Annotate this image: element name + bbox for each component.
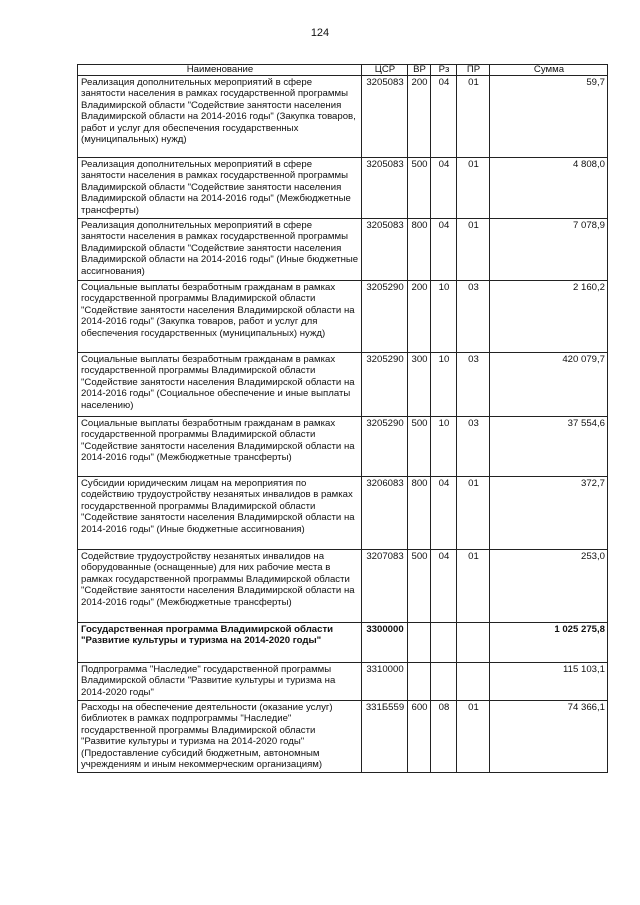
row-sum: 74 366,1	[490, 701, 608, 773]
row-csr: 3207083	[362, 550, 408, 623]
row-sum: 2 160,2	[490, 281, 608, 353]
row-pr: 01	[457, 701, 490, 773]
row-sum: 115 103,1	[490, 663, 608, 701]
row-sum: 372,7	[490, 477, 608, 550]
row-pr: 01	[457, 550, 490, 623]
row-name: Расходы на обеспечение деятельности (оказание услуг) библиотек в рамках подпрограммы "Наследие" государственной программы Владимирской области "Развитие культуры и туризма на 2014-2020 годы" (Предоставление субсидий бюджетным, автономным учреждениям и иным некоммерческим организациям)	[78, 701, 362, 773]
table-row	[78, 623, 608, 663]
row-vr	[408, 623, 431, 663]
table-row	[78, 701, 608, 773]
row-csr: 3205083	[362, 158, 408, 219]
row-rz: 08	[431, 701, 457, 773]
row-vr: 500	[408, 158, 431, 219]
table-row	[78, 281, 608, 353]
row-pr: 03	[457, 281, 490, 353]
row-pr: 03	[457, 417, 490, 477]
row-pr	[457, 663, 490, 701]
table-row	[78, 76, 608, 158]
header-row	[78, 65, 608, 76]
table-row	[78, 158, 608, 219]
header-csr: ЦСР	[362, 65, 408, 76]
row-vr: 500	[408, 417, 431, 477]
header-rz: Рз	[431, 65, 457, 76]
row-csr: 3310000	[362, 663, 408, 701]
row-rz	[431, 623, 457, 663]
row-rz: 04	[431, 158, 457, 219]
row-sum: 7 078,9	[490, 219, 608, 281]
row-vr: 300	[408, 353, 431, 417]
table-row	[78, 417, 608, 477]
table-row	[78, 663, 608, 701]
row-sum: 4 808,0	[490, 158, 608, 219]
header-sum: Сумма	[490, 65, 608, 76]
row-csr: 3206083	[362, 477, 408, 550]
row-rz: 10	[431, 281, 457, 353]
row-rz: 04	[431, 477, 457, 550]
row-rz	[431, 663, 457, 701]
row-csr: 3205290	[362, 353, 408, 417]
row-vr: 500	[408, 550, 431, 623]
row-name: Реализация дополнительных мероприятий в сфере занятости населения в рамках государственной программы Владимирской области "Содействие занятости населения Владимирской области на 2014-2016 годы" (Закупка товаров, работ и услуг для обеспечения государственных (муниципальных) нужд)	[78, 76, 362, 158]
row-csr: 331Б559	[362, 701, 408, 773]
row-vr: 600	[408, 701, 431, 773]
row-pr: 01	[457, 477, 490, 550]
row-pr: 01	[457, 76, 490, 158]
row-name: Подпрограмма "Наследие" государственной программы Владимирской области "Развитие культуры и туризма на 2014-2020 годы"	[78, 663, 362, 701]
row-rz: 04	[431, 550, 457, 623]
row-csr: 3205290	[362, 281, 408, 353]
row-name: Социальные выплаты безработным гражданам в рамках государственной программы Владимирской области "Содействие занятости населения Владимирской области на 2014-2016 годы" (Закупка товаров, работ и услуг для обеспечения государственных (муниципальных) нужд)	[78, 281, 362, 353]
row-csr: 3300000	[362, 623, 408, 663]
budget-table	[77, 64, 608, 773]
row-sum: 420 079,7	[490, 353, 608, 417]
row-name: Социальные выплаты безработным гражданам в рамках государственной программы Владимирской области "Содействие занятости населения Владимирской области на 2014-2016 годы" (Социальное обеспечение и иные выплаты населению)	[78, 353, 362, 417]
row-name: Реализация дополнительных мероприятий в сфере занятости населения в рамках государственной программы Владимирской области "Содействие занятости населения Владимирской области на 2014-2016 годы" (Межбюджетные трансферты)	[78, 158, 362, 219]
table-row	[78, 219, 608, 281]
row-vr: 200	[408, 281, 431, 353]
row-pr: 03	[457, 353, 490, 417]
row-pr	[457, 623, 490, 663]
row-vr: 200	[408, 76, 431, 158]
row-name: Реализация дополнительных мероприятий в сфере занятости населения в рамках государственной программы Владимирской области "Содействие занятости населения Владимирской области на 2014-2016 годы" (Иные бюджетные ассигнования)	[78, 219, 362, 281]
row-sum: 253,0	[490, 550, 608, 623]
table-row	[78, 353, 608, 417]
row-pr: 01	[457, 219, 490, 281]
row-vr: 800	[408, 219, 431, 281]
row-sum: 37 554,6	[490, 417, 608, 477]
row-csr: 3205083	[362, 76, 408, 158]
row-name: Содействие трудоустройству незанятых инвалидов на оборудованные (оснащенные) для них рабочие места в рамках государственной программы Владимирской области "Содействие занятости населения Владимирской области на 2014-2016 годы" (Межбюджетные трансферты)	[78, 550, 362, 623]
page-number: 124	[310, 27, 330, 39]
row-csr: 3205083	[362, 219, 408, 281]
row-sum: 59,7	[490, 76, 608, 158]
header-vr: ВР	[408, 65, 431, 76]
header-name: Наименование	[78, 65, 362, 76]
row-rz: 10	[431, 417, 457, 477]
row-csr: 3205290	[362, 417, 408, 477]
table-row	[78, 550, 608, 623]
row-name: Государственная программа Владимирской области "Развитие культуры и туризма на 2014-2020 годы"	[78, 623, 362, 663]
row-pr: 01	[457, 158, 490, 219]
row-vr	[408, 663, 431, 701]
row-rz: 10	[431, 353, 457, 417]
row-rz: 04	[431, 76, 457, 158]
table-row	[78, 477, 608, 550]
header-pr: ПР	[457, 65, 490, 76]
row-name: Социальные выплаты безработным гражданам в рамках государственной программы Владимирской области "Содействие занятости населения Владимирской области на 2014-2016 годы" (Межбюджетные трансферты)	[78, 417, 362, 477]
row-vr: 800	[408, 477, 431, 550]
row-sum: 1 025 275,8	[490, 623, 608, 663]
row-name: Субсидии юридическим лицам на мероприятия по содействию трудоустройству незанятых инвалидов в рамках государственной программы Владимирской области "Содействие занятости населения Владимирской области на 2014-2016 годы" (Иные бюджетные ассигнования)	[78, 477, 362, 550]
row-rz: 04	[431, 219, 457, 281]
